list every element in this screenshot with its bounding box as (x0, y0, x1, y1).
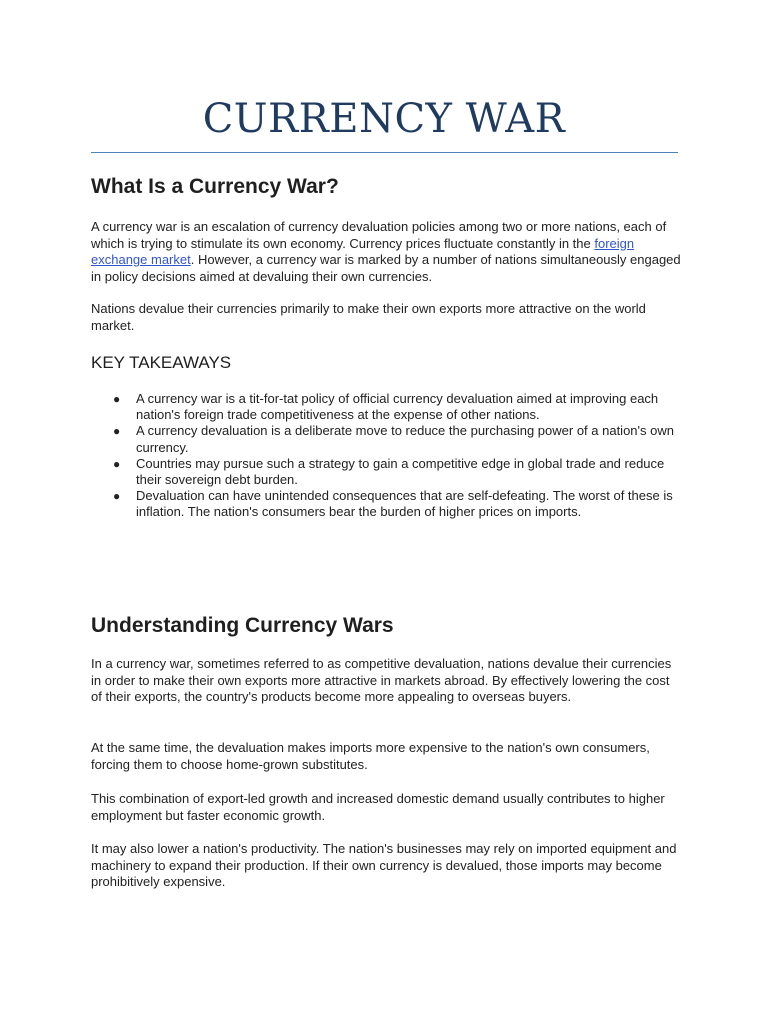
list-item (91, 391, 681, 423)
document-title: CURRENCY WAR (202, 96, 566, 142)
list-item (91, 423, 681, 455)
list-item-text: A currency devaluation is a deliberate move to reduce the purchasing power of a nation's own currency. (136, 423, 674, 455)
paragraph-imports-expensive: At the same time, the devaluation makes imports more expensive to the nation's own consumers, forcing them to choose home-grown substitutes. (91, 740, 650, 772)
section-heading-understanding: Understanding Currency Wars (91, 614, 394, 637)
bullet-icon: ● (113, 424, 121, 439)
bullet-icon: ● (113, 392, 121, 406)
list-item-text: A currency war is a tit-for-tat policy of official currency devaluation aimed at improving each nation's foreign trade competitiveness at the expense of other nations. (136, 391, 659, 423)
bullet-icon: ● (113, 456, 121, 471)
list-item (91, 456, 681, 488)
key-takeaways-list (91, 391, 681, 521)
paragraph-definition (91, 219, 681, 285)
paragraph-text: . However, a currency war is marked by a number of nations simultaneously engaged in policy decisions aimed at devaluing their own currencies. (91, 252, 681, 284)
paragraph-devalue-reason: Nations devalue their currencies primarily to make their own exports more attractive on the world market. (91, 301, 646, 333)
paragraph-competitive-devaluation: In a currency war, sometimes referred to as competitive devaluation, nations devalue their currencies in order to make their own exports more attractive in markets abroad. By effectively lowering the cost of their exports, the country's products become more appealing to overseas buyers. (91, 656, 672, 704)
list-item-text: Devaluation can have unintended consequences that are self-defeating. The worst of these is inflation. The nation's consumers bear the burden of higher prices on imports. (136, 488, 673, 520)
paragraph-text: A currency war is an escalation of currency devaluation policies among two or more nations, each of which is trying to stimulate its own economy. Currency prices fluctuate constantly in the (91, 219, 667, 251)
list-item-text: Countries may pursue such a strategy to gain a competitive edge in global trade and reduce their sovereign debt burden. (136, 455, 665, 488)
title-divider (91, 152, 678, 153)
key-takeaways-heading: KEY TAKEAWAYS (91, 353, 232, 372)
paragraph-export-led-growth: This combination of export-led growth and increased domestic demand usually contributes to higher employment but faster economic growth. (91, 791, 665, 823)
list-item (91, 488, 681, 520)
section-heading-what-is: What Is a Currency War? (91, 175, 339, 198)
paragraph-productivity: It may also lower a nation's productivity. The nation's businesses may rely on imported equipment and machinery to expand their production. If their own currency is devalued, those imports may become prohibitively expensive. (91, 841, 677, 889)
bullet-icon: ● (113, 489, 121, 504)
foreign-exchange-market-link[interactable]: foreign exchange market (91, 235, 635, 267)
